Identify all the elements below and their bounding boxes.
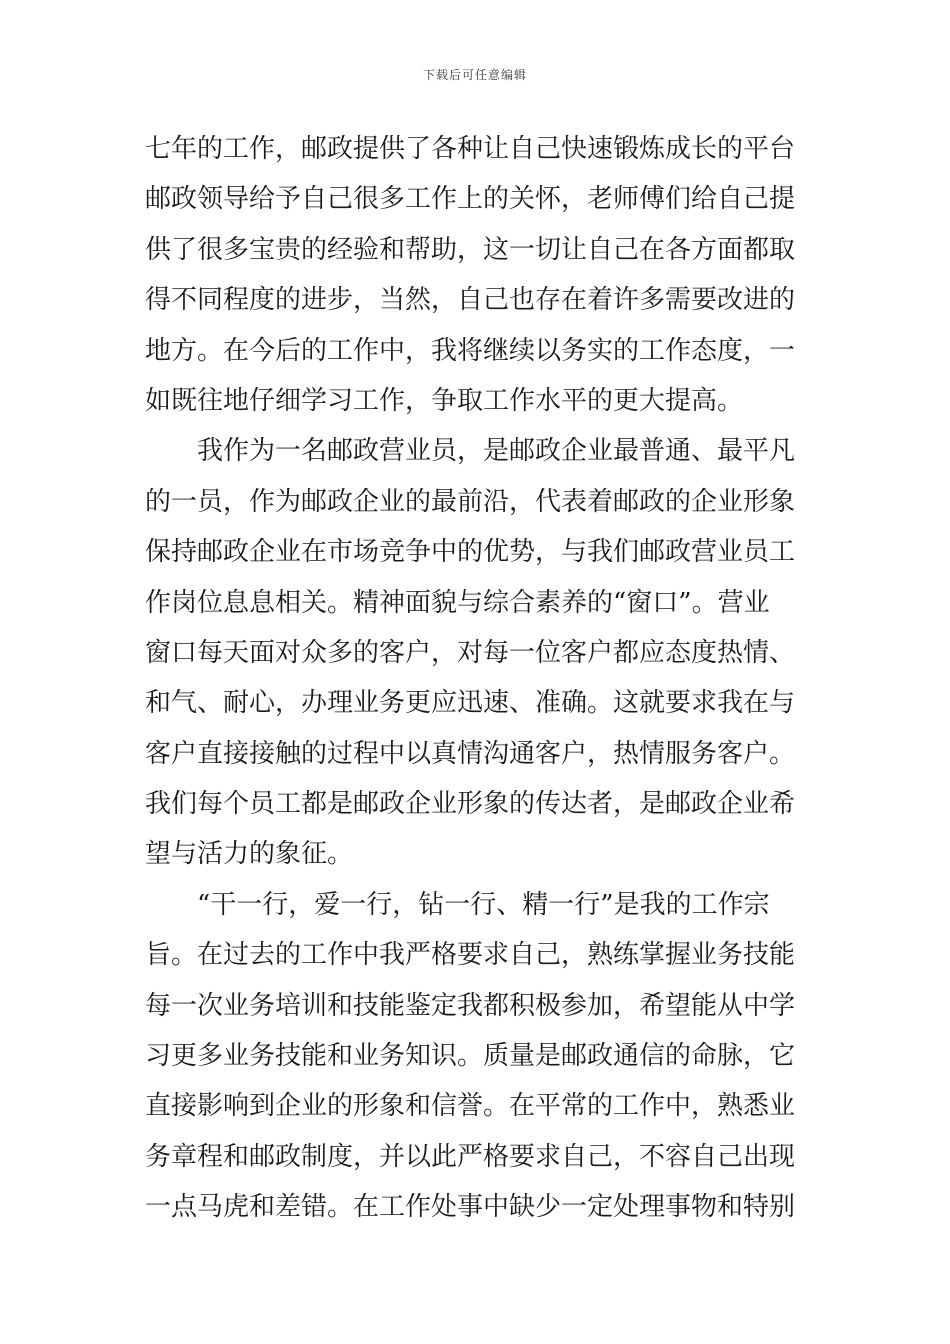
text-line: 的一员，作为邮政企业的最前沿，代表着邮政的企业形象 <box>145 486 796 517</box>
document-body <box>145 124 813 1233</box>
text-line: 地方。在今后的工作中，我将继续以务实的工作态度，一 <box>145 335 796 366</box>
text-line: 我作为一名邮政营业员，是邮政企业最普通、最平凡 <box>197 436 796 467</box>
text-line: 七年的工作，邮政提供了各种让自己快速锻炼成长的平台 <box>145 134 796 164</box>
text-line: 旨。在过去的工作中我严格要求自己，熟练掌握业务技能 <box>145 940 796 971</box>
header-note: 下载后可任意编辑 <box>422 68 527 82</box>
text-line: 保持邮政企业在市场竞争中的优势，与我们邮政营业员工 <box>145 537 796 568</box>
text-line: 直接影响到企业的形象和信誉。在平常的工作中，熟悉业 <box>145 1091 796 1122</box>
text-line: 一点马虎和差错。在工作处事中缺少一定处理事物和特别 <box>145 1192 796 1223</box>
text-line: 窗口每天面对众多的客户，对每一位客户都应态度热情、 <box>145 637 796 668</box>
text-line: 客户直接接触的过程中以真情沟通客户，热情服务客户。 <box>145 738 796 769</box>
text-line: 每一次业务培训和技能鉴定我都积极参加，希望能从中学 <box>145 990 796 1021</box>
text-line: 供了很多宝贵的经验和帮助，这一切让自己在各方面都取 <box>145 234 796 265</box>
text-line: 如既往地仔细学习工作，争取工作水平的更大提高。 <box>145 385 744 416</box>
text-line: 邮政领导给予自己很多工作上的关怀，老师傅们给自己提 <box>145 184 796 215</box>
text-line: 作岗位息息相关。精神面貌与综合素养的“窗口”。营业 <box>145 587 770 618</box>
text-line: “干一行，爱一行，钻一行、精一行”是我的工作宗 <box>197 889 770 920</box>
text-line: 我们每个员工都是邮政企业形象的传达者，是邮政企业希 <box>145 789 796 820</box>
text-line: 务章程和邮政制度，并以此严格要求自己，不容自己出现 <box>145 1141 796 1172</box>
text-line: 得不同程度的进步，当然，自己也存在着许多需要改进的 <box>145 285 796 316</box>
paragraph <box>145 124 813 426</box>
paragraph <box>145 880 813 1233</box>
text-line: 习更多业务技能和业务知识。质量是邮政通信的命脉，它 <box>145 1041 796 1072</box>
paragraph <box>145 426 813 880</box>
text-line: 望与活力的象征。 <box>145 839 354 870</box>
text-line: 和气、耐心，办理业务更应迅速、准确。这就要求我在与 <box>145 688 796 719</box>
